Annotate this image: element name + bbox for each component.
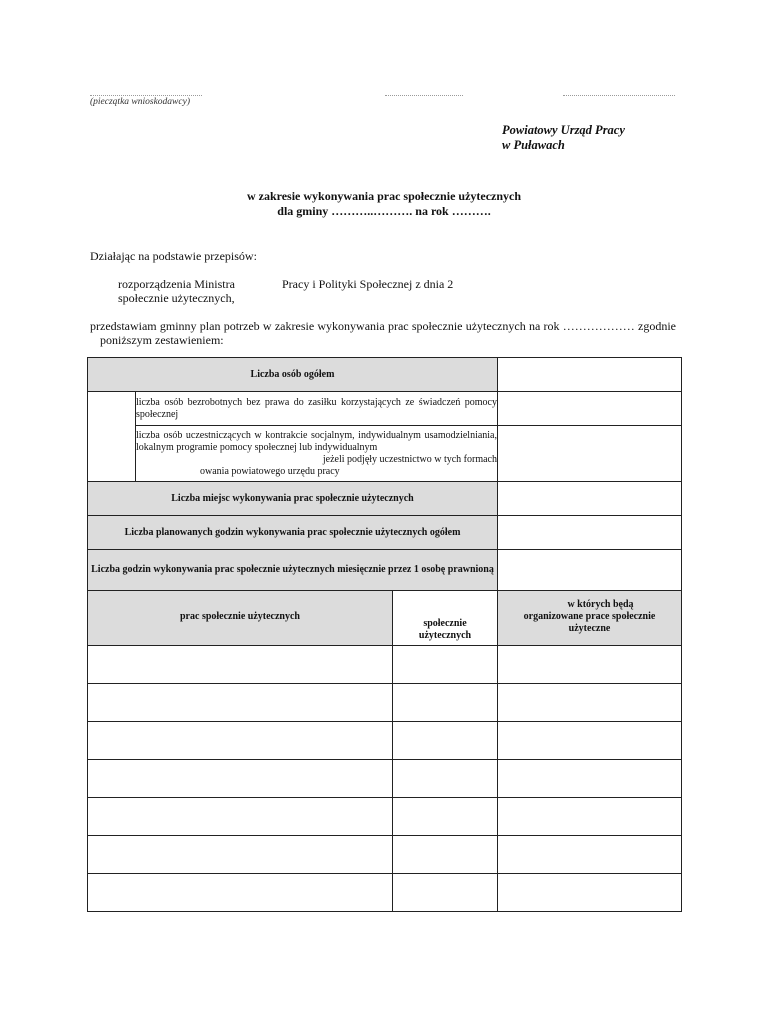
- entry-count-cell[interactable]: [393, 646, 498, 684]
- column-header-location-line-3: użyteczne: [568, 623, 611, 634]
- column-header-location-line-2: organizowane prace społecznie: [523, 611, 656, 622]
- program-participants-label: [136, 426, 498, 482]
- table-row: [88, 550, 682, 591]
- work-places-label: Liczba miejsc wykonywania prac społecznie użytecznych: [88, 482, 498, 516]
- regulation-text-c: społecznie użytecznych,: [118, 291, 235, 305]
- work-places-value-cell[interactable]: [498, 482, 682, 516]
- planned-hours-total-label: Liczba planowanych godzin wykonywania prac społecznie użytecznych ogółem: [88, 516, 498, 550]
- legal-basis-intro: Działając na podstawie przepisów:: [90, 249, 257, 263]
- table-row: [88, 516, 682, 550]
- table-row: [88, 874, 682, 912]
- column-header-location-line-1: w których będą: [567, 599, 634, 610]
- entry-work-type-cell[interactable]: [88, 836, 393, 874]
- plan-statement-line-2: poniższym zestawieniem:: [100, 333, 224, 347]
- entry-location-cell[interactable]: [498, 760, 682, 798]
- entry-count-cell[interactable]: [393, 836, 498, 874]
- entry-count-cell[interactable]: [393, 798, 498, 836]
- entry-count-cell[interactable]: [393, 874, 498, 912]
- entry-location-cell[interactable]: [498, 798, 682, 836]
- total-persons-label: Liczba osób ogółem: [88, 358, 498, 392]
- program-participants-value-cell[interactable]: [498, 426, 682, 482]
- entry-work-type-cell[interactable]: [88, 874, 393, 912]
- plan-table: [87, 357, 682, 912]
- entry-work-type-cell[interactable]: [88, 722, 393, 760]
- signature-dotline-2: [385, 95, 463, 96]
- title-line-2: dla gminy ………..………. na rok ……….: [277, 204, 491, 218]
- table-row: [88, 836, 682, 874]
- entry-work-type-cell[interactable]: [88, 798, 393, 836]
- program-participants-line-2: jeżeli podjęły uczestnictwo w tych formach: [322, 453, 497, 465]
- column-header-work-type: prac społecznie użytecznych: [88, 591, 393, 646]
- table-row: [88, 392, 682, 426]
- stamp-label: (pieczątka wnioskodawcy): [90, 97, 190, 107]
- table-row: [88, 646, 682, 684]
- entry-count-cell[interactable]: [393, 760, 498, 798]
- signature-dotline-3: [563, 95, 675, 96]
- office-address: [502, 123, 625, 153]
- entry-location-cell[interactable]: [498, 836, 682, 874]
- sub-rows-spacer: [88, 392, 136, 482]
- table-row: [88, 426, 682, 482]
- document-title: [0, 189, 768, 219]
- table-row: [88, 482, 682, 516]
- column-header-count: [393, 591, 498, 646]
- program-participants-line-3: owania powiatowego urzędu pracy: [200, 465, 340, 477]
- entry-count-cell[interactable]: [393, 722, 498, 760]
- column-header-count-line-1: społecznie: [423, 618, 467, 629]
- office-city: w Puławach: [502, 138, 565, 152]
- title-line-1: w zakresie wykonywania prac społecznie użytecznych: [246, 189, 522, 203]
- table-row: [88, 760, 682, 798]
- table-row: [88, 591, 682, 646]
- column-header-count-line-2: użytecznych: [418, 630, 472, 641]
- total-persons-value-cell[interactable]: [498, 358, 682, 392]
- program-participants-line-1: liczba osób uczestniczących w kontrakcie socjalnym, indywidualnym usamodzielniania, lokalnym programie pomocy społecznej lub indywidualnym: [136, 429, 497, 453]
- column-header-location: [498, 591, 682, 646]
- entry-work-type-cell[interactable]: [88, 760, 393, 798]
- table-row: [88, 684, 682, 722]
- entry-location-cell[interactable]: [498, 722, 682, 760]
- table-row: [88, 798, 682, 836]
- regulation-text-a: rozporządzenia Ministra: [118, 277, 235, 291]
- entry-location-cell[interactable]: [498, 874, 682, 912]
- entry-count-cell[interactable]: [393, 684, 498, 722]
- regulation-text-b: Pracy i Polityki Społecznej z dnia 2: [282, 277, 454, 291]
- monthly-hours-per-person-label: Liczba godzin wykonywania prac społecznie użytecznych miesięcznie przez 1 osobę prawnioną: [88, 550, 498, 591]
- unemployed-no-benefit-value-cell[interactable]: [498, 392, 682, 426]
- monthly-hours-per-person-value-cell[interactable]: [498, 550, 682, 591]
- entry-location-cell[interactable]: [498, 684, 682, 722]
- office-name: Powiatowy Urząd Pracy: [502, 123, 625, 137]
- signature-dotline-1: [90, 95, 202, 96]
- table-row: [88, 722, 682, 760]
- entry-location-cell[interactable]: [498, 646, 682, 684]
- entry-work-type-cell[interactable]: [88, 684, 393, 722]
- plan-statement-line-1: przedstawiam gminny plan potrzeb w zakresie wykonywania prac społecznie użytecznych na rok ……………… zgodnie: [90, 319, 676, 333]
- unemployed-no-benefit-label: liczba osób bezrobotnych bez prawa do zasiłku korzystających ze świadczeń pomocy społecznej: [136, 392, 498, 426]
- table-row: [88, 358, 682, 392]
- planned-hours-total-value-cell[interactable]: [498, 516, 682, 550]
- entry-work-type-cell[interactable]: [88, 646, 393, 684]
